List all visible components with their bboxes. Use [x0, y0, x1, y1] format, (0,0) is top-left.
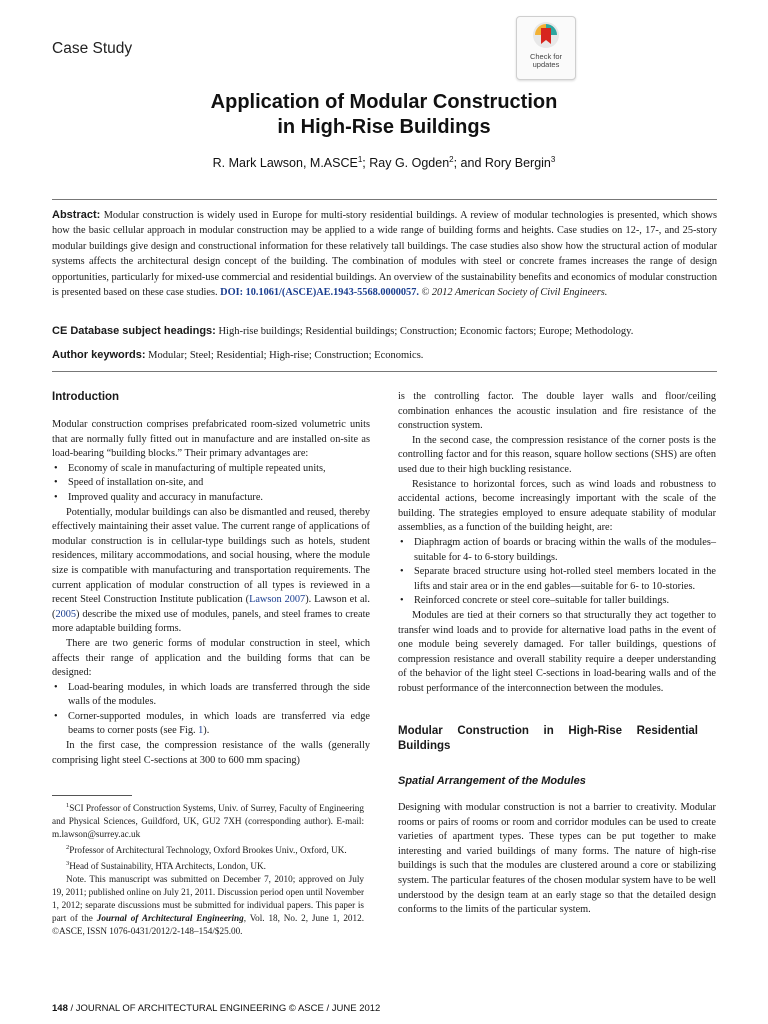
- footnotes: [52, 799, 364, 938]
- note-text: Note. This manuscript was submitted on December 7, 2010; approved on July 19, 2011; published online on July 21, 2011. Discussion period open until November 1, 2012; separate discussions must be submitted for individual papers. This paper is part of the: [52, 874, 364, 924]
- divider-top: [52, 199, 717, 200]
- paragraph: In the first case, the compression resistance of the walls (generally comprising light steel C-sections at 300 to 600 mm spacing): [52, 740, 370, 766]
- badge-label-2: updates: [532, 60, 560, 69]
- subsection-heading-spatial: Spatial Arrangement of the Modules: [398, 775, 586, 788]
- abstract-label: Abstract:: [52, 209, 101, 221]
- author-2-affil: 2: [449, 155, 454, 164]
- footnote-text: Professor of Architectural Technology, Oxford Brookes Univ., Oxford, UK.: [69, 845, 347, 856]
- title-line-2: in High-Rise Buildings: [277, 116, 491, 138]
- author-2: ; Ray G. Ogden: [362, 156, 450, 171]
- text-run: ).: [203, 725, 210, 737]
- author-keywords: [52, 348, 717, 363]
- footnote-rule: [52, 795, 132, 796]
- keywords-label: Author keywords:: [52, 349, 146, 361]
- section-heading-high-rise: Modular Construction in High-Rise Residential Buildings: [398, 725, 698, 753]
- advantages-list: [52, 462, 370, 506]
- paragraph: Modular construction comprises prefabricated room-sized volumetric units that are normally fully fitted out in manufacture and are installed on-site as load-bearing “building blocks.” Their primary advantages are:: [52, 419, 370, 460]
- page-number: 148: [52, 1003, 68, 1014]
- manuscript-note: [52, 873, 364, 938]
- text-run: ) describe the mixed use of modules, panels, and steel frames to create more adaptable building forms.: [52, 608, 370, 635]
- note-text: , Vol. 18, No. 2, June 1, 2012. ©ASCE, ISSN 1076-0431/2012/2-148–154/$25.00.: [52, 913, 365, 937]
- ce-subject-headings: [52, 324, 717, 339]
- citation-link[interactable]: Lawson 2007: [249, 594, 306, 606]
- footnote-mark: 3: [66, 860, 70, 868]
- paragraph: Modules are tied at their corners so that structurally they act together to transfer wind loads and to provide for alternative load paths in the event of one module being severely damaged. For taller buildings, questions of compression resistance and overall stability require a deeper understanding of the behavior of the light steel C-sections in load-bearing walls and of the robust performance of the interconnection between the modules.: [398, 609, 716, 694]
- journal-name: Journal of Architectural Engineering: [96, 913, 244, 924]
- title-line-1: Application of Modular Construction: [210, 91, 558, 113]
- paragraph: Designing with modular construction is not a barrier to creativity. Modular rooms or pairs of rooms or room and corridor modules can be used to create varieties of apartment types. These types can be put together to make interesting and varied buildings of many forms. The nature of high-rise buildings is such that the modules are clustered around a core or stabilizing system. The particular features of the chosen modular system have to be well understood by the design team at an early stage so that the detailed design conforms to the limits of the particular system.: [398, 802, 716, 916]
- text-run: Corner-supported modules, in which loads are transferred via edge beams to corner posts (see Fig.: [68, 710, 370, 737]
- author-3: ; and Rory Bergin: [453, 156, 551, 171]
- badge-label-1: Check for: [529, 52, 563, 61]
- right-column: [398, 390, 716, 918]
- paragraph: [52, 506, 370, 637]
- bookmark-icon: [531, 20, 561, 52]
- journal-footer: / JOURNAL OF ARCHITECTURAL ENGINEERING © ASCE / JUNE 2012: [67, 1003, 381, 1014]
- doi-link[interactable]: DOI: 10.1061/(ASCE)AE.1943-5568.0000057.: [220, 287, 419, 299]
- list-item: • Speed of installation on-site, and: [68, 476, 370, 491]
- stability-list: [398, 536, 716, 609]
- footnote-1: [52, 799, 364, 841]
- list-item: • Separate braced structure using hot-rolled steel members located in the lifts and stair area or in the end gables—suitable for 6- to 10-stories.: [414, 565, 716, 594]
- footnote-text: SCI Professor of Construction Systems, Univ. of Surrey, Faculty of Engineering and Physical Sciences, Guildford, UK, GU2 7XH (corresponding author). E-mail: m.lawson@surrey.ac.uk: [52, 803, 364, 840]
- abstract: [52, 208, 717, 300]
- paper-title: [0, 90, 768, 140]
- figure-link[interactable]: 1: [198, 725, 204, 737]
- paragraph: There are two generic forms of modular construction in steel, which affects their range of application and the building forms that can be designed:: [52, 637, 370, 679]
- author-1-affil: 1: [357, 155, 363, 164]
- ce-headings-label: CE Database subject headings:: [52, 325, 216, 337]
- footnote-mark: 1: [66, 802, 70, 809]
- author-3-affil: 3: [550, 155, 556, 164]
- footnote-2: [52, 841, 364, 857]
- divider-bottom: [52, 371, 717, 372]
- forms-list: [52, 681, 370, 739]
- citation-link[interactable]: 2005: [55, 608, 77, 620]
- list-item: • Load-bearing modules, in which loads are transferred through the side walls of the modules.: [68, 681, 370, 710]
- list-item: • Economy of scale in manufacturing of multiple repeated units,: [68, 462, 370, 477]
- list-item: [68, 710, 370, 739]
- text-run: ). Lawson et al. (: [52, 594, 370, 620]
- list-item: • Reinforced concrete or steel core–suitable for taller buildings.: [414, 594, 716, 609]
- list-item: • Diaphragm action of boards or bracing within the walls of the modules–suitable for 4- to 6-story buildings.: [414, 536, 716, 565]
- footnote-text: Head of Sustainability, HTA Architects, London, UK.: [69, 861, 266, 872]
- section-type-label: Case Study: [52, 40, 133, 57]
- page-footer: [52, 1003, 380, 1014]
- abstract-text: Modular construction is widely used in Europe for multi-story residential buildings. A review of modular technologies is presented, which shows how the basic cellular approach in modular construction may be applied to a wide range of building forms and heights. Case studies on 12-, 17-, and 25-story modular buildings give design and constructional information for these relatively tall buildings. The case studies also show how the structural action of modular systems affects the architectural design concept of the building. The combination of modules with steel or concrete frames increases the range of design opportunities, particularly for mixed-use commercial and residential buildings. An overview of the sustainability benefits and economics of modular construction is presented based on these case studies.: [52, 210, 717, 299]
- keywords-text: Modular; Steel; Residential; High-rise; Construction; Economics.: [145, 350, 424, 361]
- paragraph: is the controlling factor. The double layer walls and floor/ceiling combination enhances the acoustic insulation and fire resistance of the construction system.: [398, 391, 716, 432]
- list-item: • Improved quality and accuracy in manufacture.: [68, 491, 370, 506]
- copyright: © 2012 American Society of Civil Engineers.: [418, 287, 608, 299]
- check-for-updates-badge[interactable]: [516, 16, 576, 80]
- ce-headings-text: High-rise buildings; Residential buildings; Construction; Economic factors; Europe; Methodology.: [215, 326, 634, 337]
- paragraph: Resistance to horizontal forces, such as wind loads and robustness to accidental actions, become increasingly important with the scale of the building. The strategies employed to ensure adequate stability of modular assemblies, as a function of the building height, are:: [398, 478, 716, 534]
- footnote-3: [52, 857, 364, 873]
- author-1: R. Mark Lawson, M.ASCE: [212, 156, 358, 171]
- text-run: Potentially, modular buildings can also be dismantled and reused, thereby effectively maintaining their asset value. The current range of applications of modular construction is in cellular-type buildings such as hotels, student residences, military accommodations, and social housing, where the module size is compatible with manufacturing and transportation requirements. The current application of modular construction of all types is reviewed in a recent Steel Construction Institute publication (: [52, 506, 370, 606]
- paragraph: In the second case, the compression resistance of the corner posts is the controlling factor and for this reason, square hollow sections (SHS) are often used due to their high buckling resistance.: [398, 434, 716, 475]
- section-heading-introduction: Introduction: [52, 391, 120, 403]
- footnote-mark: 2: [66, 844, 70, 852]
- author-list: [0, 155, 768, 170]
- left-column: [52, 390, 370, 768]
